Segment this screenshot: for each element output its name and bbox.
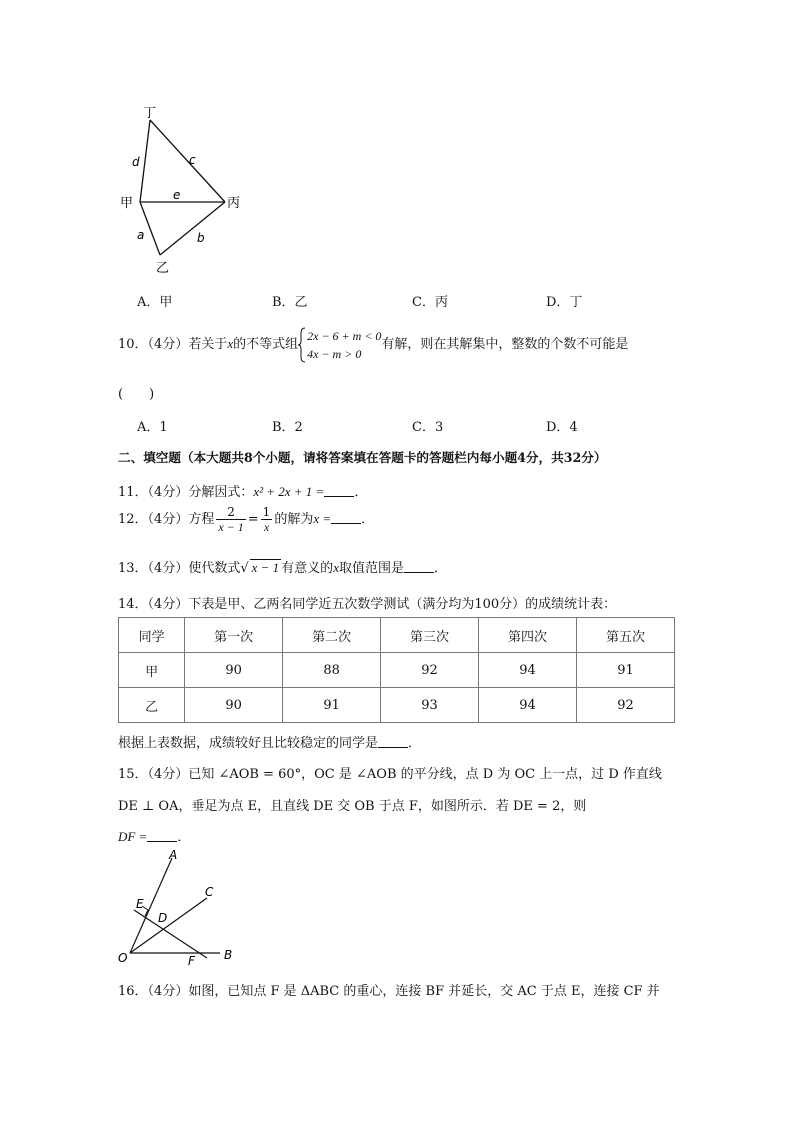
q14-stem: 14．（4分）下表是甲、乙两名同学近五次数学测试（满分均为100分）的成绩统计表： bbox=[118, 597, 617, 612]
table-header-cell: 第五次 bbox=[577, 618, 675, 653]
label-D: D bbox=[158, 911, 168, 925]
vertex-yi: 乙 bbox=[156, 261, 170, 276]
q9-option-c: C．丙 bbox=[412, 295, 448, 310]
q15-line2: DE ⊥ OA，垂足为点 E，且直线 DE 交 OB 于点 F，如图所示．若 DE = 2，则 bbox=[118, 799, 587, 814]
section2-heading: 二、填空题（本大题共8个小题，请将答案填在答题卡的答题栏内每小题4分，共32分） bbox=[118, 450, 607, 465]
label-d: d bbox=[132, 155, 140, 169]
edge-c bbox=[150, 120, 225, 202]
table-cell: 乙 bbox=[119, 688, 185, 723]
table-cell: 92 bbox=[381, 653, 479, 688]
label-F: F bbox=[188, 954, 195, 968]
table-cell: 88 bbox=[283, 653, 381, 688]
table-cell: 甲 bbox=[119, 653, 185, 688]
q9-quadrilateral-figure bbox=[110, 100, 260, 280]
table-row bbox=[119, 653, 675, 688]
vertex-jia: 甲 bbox=[120, 196, 134, 211]
table-cell: 92 bbox=[577, 688, 675, 723]
table-header-cell: 同学 bbox=[119, 618, 185, 653]
label-C: C bbox=[205, 885, 214, 899]
table-cell: 94 bbox=[479, 688, 577, 723]
label-e: e bbox=[173, 188, 181, 202]
table-header-cell: 第一次 bbox=[185, 618, 283, 653]
edge-d bbox=[140, 120, 150, 202]
line-EF bbox=[134, 910, 207, 958]
label-c: c bbox=[189, 153, 196, 167]
table-cell: 94 bbox=[479, 653, 577, 688]
q9-option-a: A．甲 bbox=[137, 295, 173, 310]
q11: 11．（4分）分解因式：x² + 2x + 1 = ． bbox=[118, 484, 368, 500]
q10-option-b: B．2 bbox=[272, 420, 303, 435]
q9-option-b: B．乙 bbox=[272, 295, 308, 310]
table-cell: 91 bbox=[577, 653, 675, 688]
q16-stem: 16．（4分）如图，已知点 F 是 ΔABC 的重心，连接 BF 并延长，交 AC 于点 E，连接 CF 并 bbox=[118, 984, 660, 999]
table-header-cell: 第三次 bbox=[381, 618, 479, 653]
edge-b bbox=[160, 202, 225, 255]
q15-line1: 15．（4分）已知 ∠AOB = 60°，OC 是 ∠AOB 的平分线，点 D 为 OC 上一点，过 D 作直线 bbox=[118, 767, 662, 782]
q15-line3: DF = ． bbox=[118, 829, 191, 845]
label-A: A bbox=[169, 848, 178, 862]
score-table bbox=[118, 617, 675, 723]
q10-stem: 10．（4分）若关于x的不等式组 2x − 6 + m < 0 4x − m > 0 有解，则在其解集中，整数的个数不可能是 bbox=[118, 328, 629, 361]
q12: 12．（4分）方程 $\frac{2}{x - 1}$ = $\frac{1}{x}$ 的解为x = ． bbox=[118, 505, 375, 534]
table-cell: 91 bbox=[283, 688, 381, 723]
label-B: B bbox=[224, 948, 233, 962]
table-cell: 93 bbox=[381, 688, 479, 723]
inequality-system: 2x − 6 + m < 0 4x − m > 0 bbox=[298, 327, 381, 363]
vertex-bing: 丙 bbox=[227, 196, 241, 211]
q10-option-a: A．1 bbox=[137, 420, 168, 435]
label-b: b bbox=[197, 231, 205, 245]
q15-angle-figure bbox=[112, 848, 242, 970]
q10-option-c: C．3 bbox=[412, 420, 444, 435]
label-E: E bbox=[136, 897, 144, 911]
q10-option-d: D．4 bbox=[546, 420, 578, 435]
table-header-cell: 第二次 bbox=[283, 618, 381, 653]
table-cell: 90 bbox=[185, 688, 283, 723]
label-a: a bbox=[137, 228, 145, 242]
table-cell: 90 bbox=[185, 653, 283, 688]
table-header-cell: 第四次 bbox=[479, 618, 577, 653]
table-row bbox=[119, 688, 675, 723]
label-O: O bbox=[118, 951, 128, 965]
vertex-ding: 丁 bbox=[143, 106, 157, 121]
q9-option-d: D．丁 bbox=[546, 295, 583, 310]
q13: 13．（4分）使代数式√ x − 1 有意义的x取值范围是 ． bbox=[118, 560, 447, 576]
table-header-row bbox=[119, 618, 675, 653]
q14-footer: 根据上表数据，成绩较好且比较稳定的同学是 ． bbox=[118, 736, 422, 751]
q10-answer-paren: ( ) bbox=[118, 387, 155, 402]
